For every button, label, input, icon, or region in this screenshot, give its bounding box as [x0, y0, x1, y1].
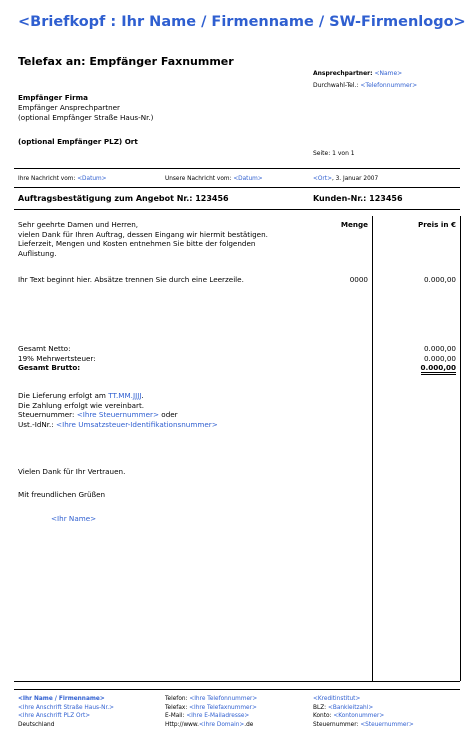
vat-value: 0.000,00: [423, 353, 456, 363]
recipient-city: (optional Empfänger PLZ) Ort: [18, 137, 138, 146]
our-message-label: Unsere Nachricht vom:: [165, 176, 232, 182]
delivery-date: TT.MM.JJJJ: [108, 391, 142, 400]
letter-date: , 3. Januar 2007: [331, 176, 379, 182]
footer-bank-value: <Kreditinstitut>: [313, 696, 361, 702]
our-message-value: <Datum>: [233, 176, 263, 182]
total-net-value: 0.000,00: [423, 344, 456, 353]
tax-number-label: Steuernummer:: [18, 410, 77, 419]
footer-company: <Ihr Name / Firmenname>: [18, 696, 105, 702]
footer-tax-label: Steuernummer:: [313, 721, 361, 728]
footer-fax-value: <Ihre Telefaxnummer>: [189, 704, 257, 711]
footer-city: <Ihre Anschrift PLZ Ort>: [18, 713, 91, 720]
table-column-divider-2: [460, 216, 461, 681]
contact-phone: [313, 82, 417, 89]
greeting-line-3: Lieferzeit, Mengen und Kosten entnehmen Sie bitte der folgenden: [18, 239, 256, 248]
recipient-street: (optional Empfänger Straße Haus-Nr.): [18, 113, 154, 122]
contact-person-label: Ansprechpartner:: [313, 70, 373, 77]
contact-phone-label: Durchwahl-Tel.:: [313, 82, 359, 89]
contact-person: [313, 70, 402, 77]
recipient-person: Empfänger Ansprechpartner: [18, 103, 120, 112]
footer-phone-label: Telefon:: [165, 696, 190, 702]
footer-blz-value: <Bankleitzahl>: [327, 704, 374, 711]
tax-number-value: <Ihre Steuernummer>: [76, 410, 160, 419]
footer-fax-label: Telefax:: [165, 704, 190, 711]
footer-street: <Ihre Anschrift Straße Haus-Nr.>: [18, 704, 115, 711]
footer-bank: [313, 695, 360, 704]
table-column-divider-1: [372, 216, 373, 681]
our-message-date: [165, 176, 263, 182]
footer-fax: [165, 704, 257, 713]
item-description: Ihr Text beginnt hier. Absätze trennen Sie durch eine Leerzeile.: [18, 275, 244, 284]
recipient-company: Empfänger Firma: [18, 93, 88, 102]
footer-account: [313, 712, 384, 721]
total-gross-amount: 0.000,00: [421, 363, 456, 375]
subject: Auftragsbestätigung zum Angebot Nr.: 123456: [18, 194, 229, 203]
divider-meta: [14, 187, 460, 188]
your-message-date: [18, 176, 107, 182]
letter-place-date: [313, 176, 378, 182]
your-message-label: Ihre Nachricht vom:: [18, 176, 76, 182]
column-header-price: Preis in €: [417, 220, 456, 229]
footer-tax: [313, 721, 414, 730]
footer-blz-label: BLZ:: [313, 704, 328, 711]
customer-number: Kunden-Nr.: 123456: [313, 194, 403, 203]
your-message-value: <Datum>: [77, 176, 107, 182]
footer-country: Deutschland: [18, 721, 55, 728]
letterhead: <Briefkopf : Ihr Name / Firmenname / SW-Firmenlogo>: [18, 14, 466, 30]
greeting-line-2: vielen Dank für Ihren Auftrag, dessen Eingang wir hiermit bestätigen.: [18, 229, 268, 239]
divider-top: [14, 168, 460, 169]
tax-number-suffix: oder: [159, 410, 178, 419]
divider-table-bottom: [14, 681, 460, 682]
vat-id-line: [18, 420, 218, 429]
total-gross-value: [376, 363, 456, 372]
footer-blz: [313, 704, 373, 713]
delivery-line: [18, 391, 144, 400]
footer-account-label: Konto:: [313, 713, 334, 720]
delivery-suffix: .: [141, 391, 144, 400]
footer-website: [165, 721, 253, 730]
total-gross-label: Gesamt Brutto:: [18, 363, 81, 372]
item-price: 0.000,00: [423, 275, 456, 284]
greeting-line-1: Sehr geehrte Damen und Herren,: [18, 220, 139, 229]
footer-phone-value: <Ihre Telefonnummer>: [189, 696, 258, 702]
divider-footer: [14, 689, 460, 690]
contact-phone-value: <Telefonnummer>: [360, 82, 418, 89]
divider-subject: [14, 209, 460, 210]
fax-title: Telefax an: Empfänger Faxnummer: [18, 55, 234, 68]
item-quantity: 0000: [349, 275, 368, 284]
footer-website-suffix: .de: [244, 721, 254, 728]
vat-label: 19% Mehrwertsteuer:: [18, 353, 96, 363]
total-net-label: Gesamt Netto:: [18, 344, 71, 353]
page-number: Seite: 1 von 1: [313, 150, 355, 157]
greeting-line-4: Auflistung.: [18, 248, 57, 258]
footer-tax-value: <Steuernummer>: [360, 721, 414, 728]
closing-regards: Mit freundlichen Grüßen: [18, 490, 106, 499]
footer-website-domain: <Ihre Domain>: [198, 721, 245, 728]
delivery-prefix: Die Lieferung erfolgt am: [18, 391, 109, 400]
footer-phone: [165, 695, 257, 704]
tax-number-line: [18, 410, 178, 419]
contact-person-value: <Name>: [374, 70, 403, 77]
letter-place: <Ort>: [313, 176, 332, 182]
footer-account-value: <Kontonummer>: [333, 713, 385, 720]
footer-email-label: E-Mail:: [165, 713, 187, 720]
footer-email-value: <Ihre E-Mailadresse>: [186, 713, 250, 720]
signature-name: <Ihr Name>: [51, 514, 97, 523]
footer-email: [165, 712, 249, 721]
vat-id-label: Ust.-IdNr.:: [18, 419, 57, 429]
vat-id-value: <Ihre Umsatzsteuer-Identifikationsnummer>: [56, 419, 218, 429]
closing-thanks: Vielen Dank für Ihr Vertrauen.: [18, 467, 126, 476]
column-header-quantity: Menge: [340, 220, 368, 229]
footer-website-label: Http://www.: [165, 721, 199, 728]
payment-line: Die Zahlung erfolgt wie vereinbart.: [18, 400, 145, 410]
